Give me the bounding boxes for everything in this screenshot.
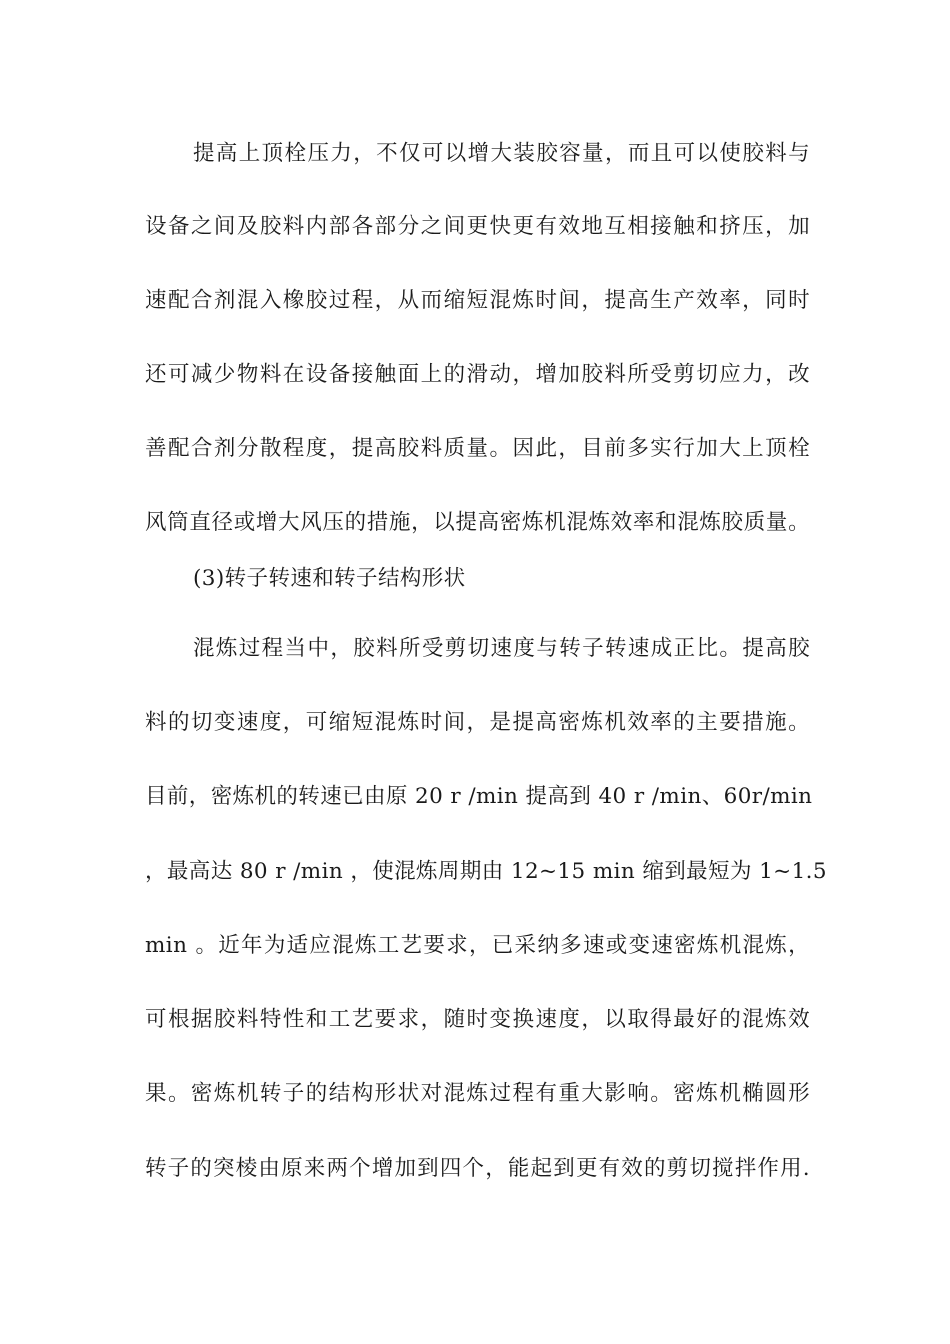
- paragraph-line: ，最高达 80 r /min ，使混炼周期由 12~15 min 缩到最短为 1~1.5: [145, 859, 827, 884]
- paragraph-line: 风筒直径或增大风压的措施，以提高密炼机混炼效率和混炼胶质量。: [145, 510, 810, 535]
- paragraph-line: 果。密炼机转子的结构形状对混炼过程有重大影响。密炼机椭圆形: [145, 1081, 810, 1106]
- paragraph-line: 提高上顶栓压力，不仅可以增大装胶容量，而且可以使胶料与: [193, 141, 810, 166]
- paragraph-line: 设备之间及胶料内部各部分之间更快更有效地互相接触和挤压，加: [145, 214, 810, 239]
- paragraph-line: 转子的突棱由原来两个增加到四个，能起到更有效的剪切搅拌作用.: [145, 1156, 810, 1181]
- paragraph-line: 混炼过程当中，胶料所受剪切速度与转子转速成正比。提高胶: [193, 636, 810, 661]
- paragraph-line: 可根据胶料特性和工艺要求，随时变换速度，以取得最好的混炼效: [145, 1007, 810, 1032]
- paragraph-line: 还可减少物料在设备接触面上的滑动，增加胶料所受剪切应力，改: [145, 362, 810, 387]
- paragraph-line: min 。近年为适应混炼工艺要求，已采纳多速或变速密炼机混炼，: [145, 933, 810, 958]
- paragraph-line: 料的切变速度，可缩短混炼时间，是提高密炼机效率的主要措施。: [145, 710, 810, 735]
- paragraph-line: 善配合剂分散程度，提高胶料质量。因此，目前多实行加大上顶栓: [145, 436, 810, 461]
- paragraph-line: 目前，密炼机的转速已由原 20 r /min 提高到 40 r /min、60r/min: [145, 784, 813, 809]
- paragraph-line: 速配合剂混入橡胶过程，从而缩短混炼时间，提高生产效率，同时: [145, 288, 810, 313]
- section-heading: (3)转子转速和转子结构形状: [193, 566, 466, 591]
